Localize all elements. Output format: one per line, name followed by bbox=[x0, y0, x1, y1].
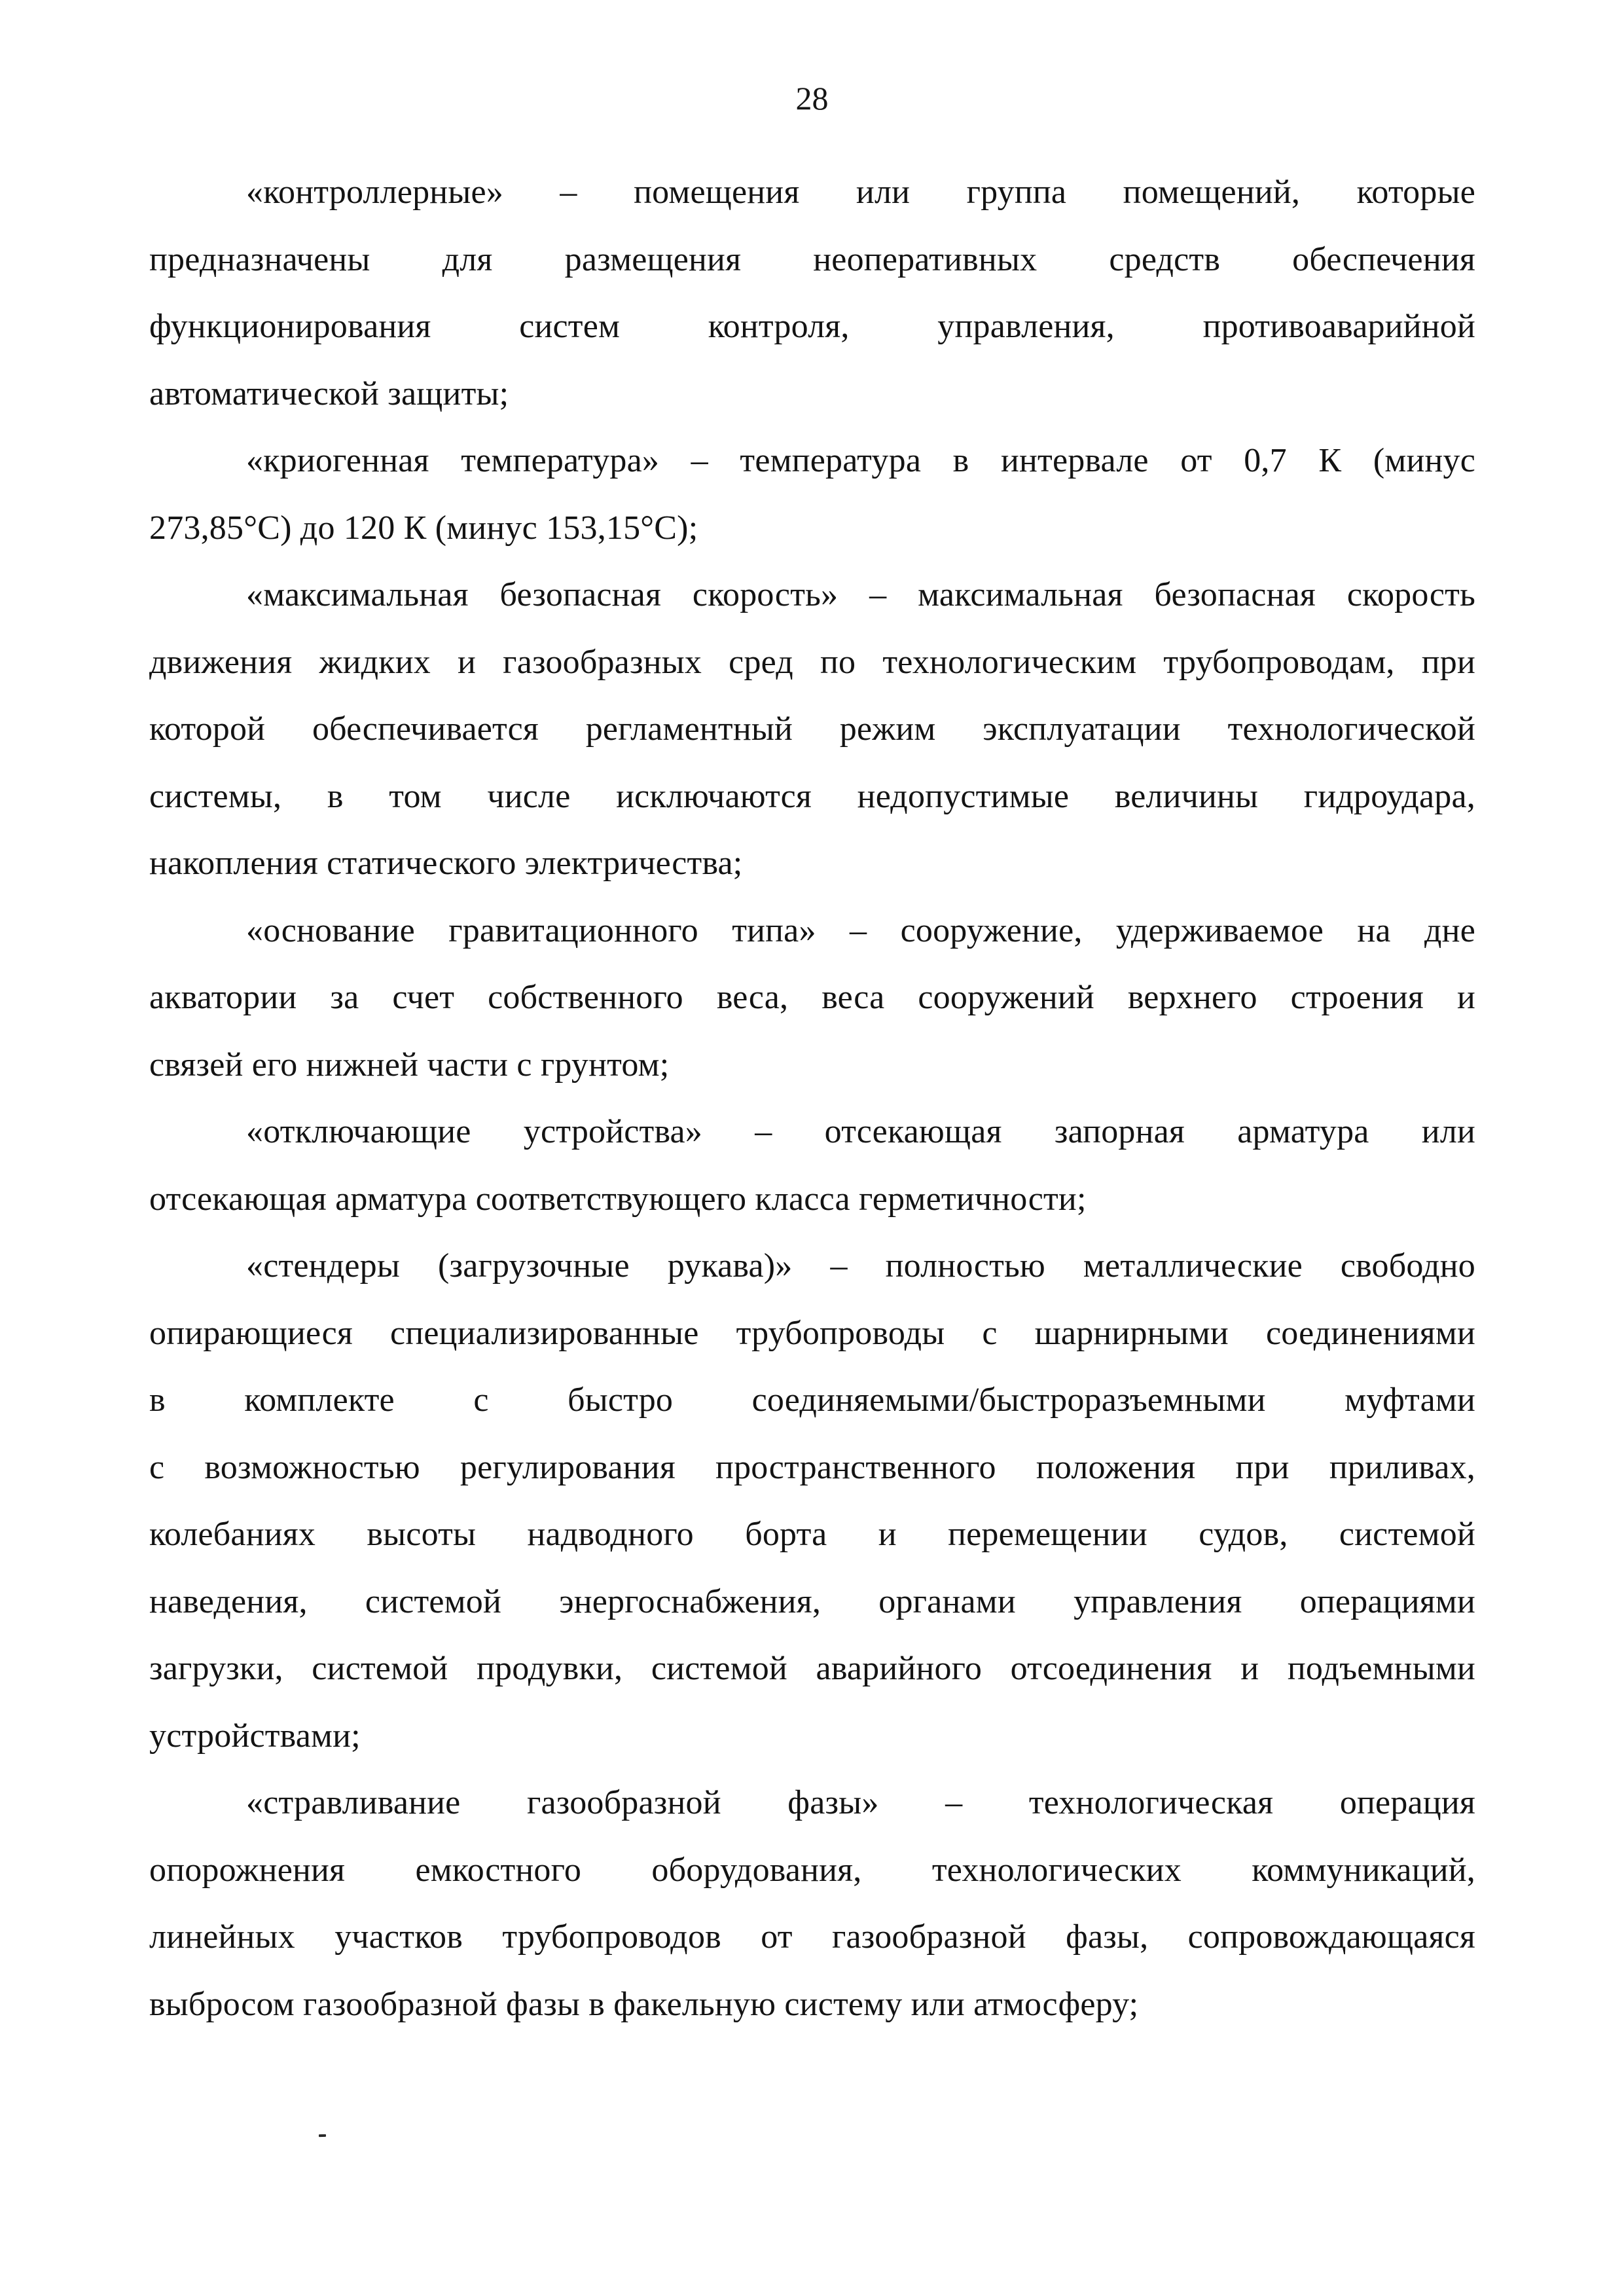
text-line: движения жидких и газообразных сред по технологическим трубопроводам, при bbox=[149, 643, 1475, 681]
text-line: наведения, системой энергоснабжения, органами управления операциями bbox=[149, 1582, 1475, 1620]
text-line: отсекающая арматура соответствующего класса герметичности; bbox=[149, 1180, 1087, 1218]
text-line: «контроллерные» – помещения или группа помещений, которые bbox=[246, 173, 1475, 211]
text-line: предназначены для размещения неоперативных средств обеспечения bbox=[149, 240, 1475, 278]
text-line: «отключающие устройства» – отсекающая запорная арматура или bbox=[246, 1113, 1475, 1150]
paragraph bbox=[149, 159, 1475, 428]
text-line: «стравливание газообразной фазы» – технологическая операция bbox=[246, 1784, 1475, 1821]
text-line: «стендеры (загрузочные рукава)» – полностью металлические свободно bbox=[246, 1247, 1475, 1285]
paragraph bbox=[149, 1099, 1475, 1233]
text-line: автоматической защиты; bbox=[149, 374, 509, 412]
scan-artifact-mark bbox=[319, 2134, 326, 2137]
paragraph bbox=[149, 898, 1475, 1099]
text-line: устройствами; bbox=[149, 1717, 361, 1755]
text-line: линейных участков трубопроводов от газообразной фазы, сопровождающаяся bbox=[149, 1918, 1475, 1956]
text-line: «основание гравитационного типа» – сооружение, удерживаемое на дне bbox=[246, 911, 1475, 949]
page-number: 28 bbox=[795, 80, 829, 117]
text-line: в комплекте с быстро соединяемыми/быстроразъемными муфтами bbox=[149, 1381, 1475, 1419]
text-line: загрузки, системой продувки, системой аварийного отсоединения и подъемными bbox=[149, 1650, 1475, 1687]
text-line: «максимальная безопасная скорость» – максимальная безопасная скорость bbox=[246, 576, 1475, 613]
text-line: опорожнения емкостного оборудования, технологических коммуникаций, bbox=[149, 1851, 1475, 1889]
text-line: функционирования систем контроля, управления, противоаварийной bbox=[149, 308, 1475, 345]
text-line: акватории за счет собственного веса, веса сооружений верхнего строения и bbox=[149, 979, 1475, 1016]
paragraph bbox=[149, 562, 1475, 898]
text-line: системы, в том числе исключаются недопустимые величины гидроудара, bbox=[149, 777, 1475, 815]
text-block bbox=[149, 159, 1475, 2038]
text-line: выбросом газообразной фазы в факельную систему или атмосферу; bbox=[149, 1985, 1139, 2023]
paragraph bbox=[149, 1770, 1475, 2038]
paragraph bbox=[149, 428, 1475, 562]
text-line: которой обеспечивается регламентный режим эксплуатации технологической bbox=[149, 710, 1475, 748]
text-line: с возможностью регулирования пространственного положения при приливах, bbox=[149, 1448, 1475, 1486]
text-line: связей его нижней части с грунтом; bbox=[149, 1046, 670, 1084]
text-line: колебаниях высоты надводного борта и перемещении судов, системой bbox=[149, 1516, 1475, 1553]
text-line: 273,85°С) до 120 К (минус 153,15°С); bbox=[149, 509, 698, 547]
text-line: накопления статического электричества; bbox=[149, 845, 743, 882]
text-line: «криогенная температура» – температура в интервале от 0,7 К (минус bbox=[246, 442, 1475, 479]
text-line: опирающиеся специализированные трубопроводы с шарнирными соединениями bbox=[149, 1314, 1475, 1352]
paragraph bbox=[149, 1233, 1475, 1770]
